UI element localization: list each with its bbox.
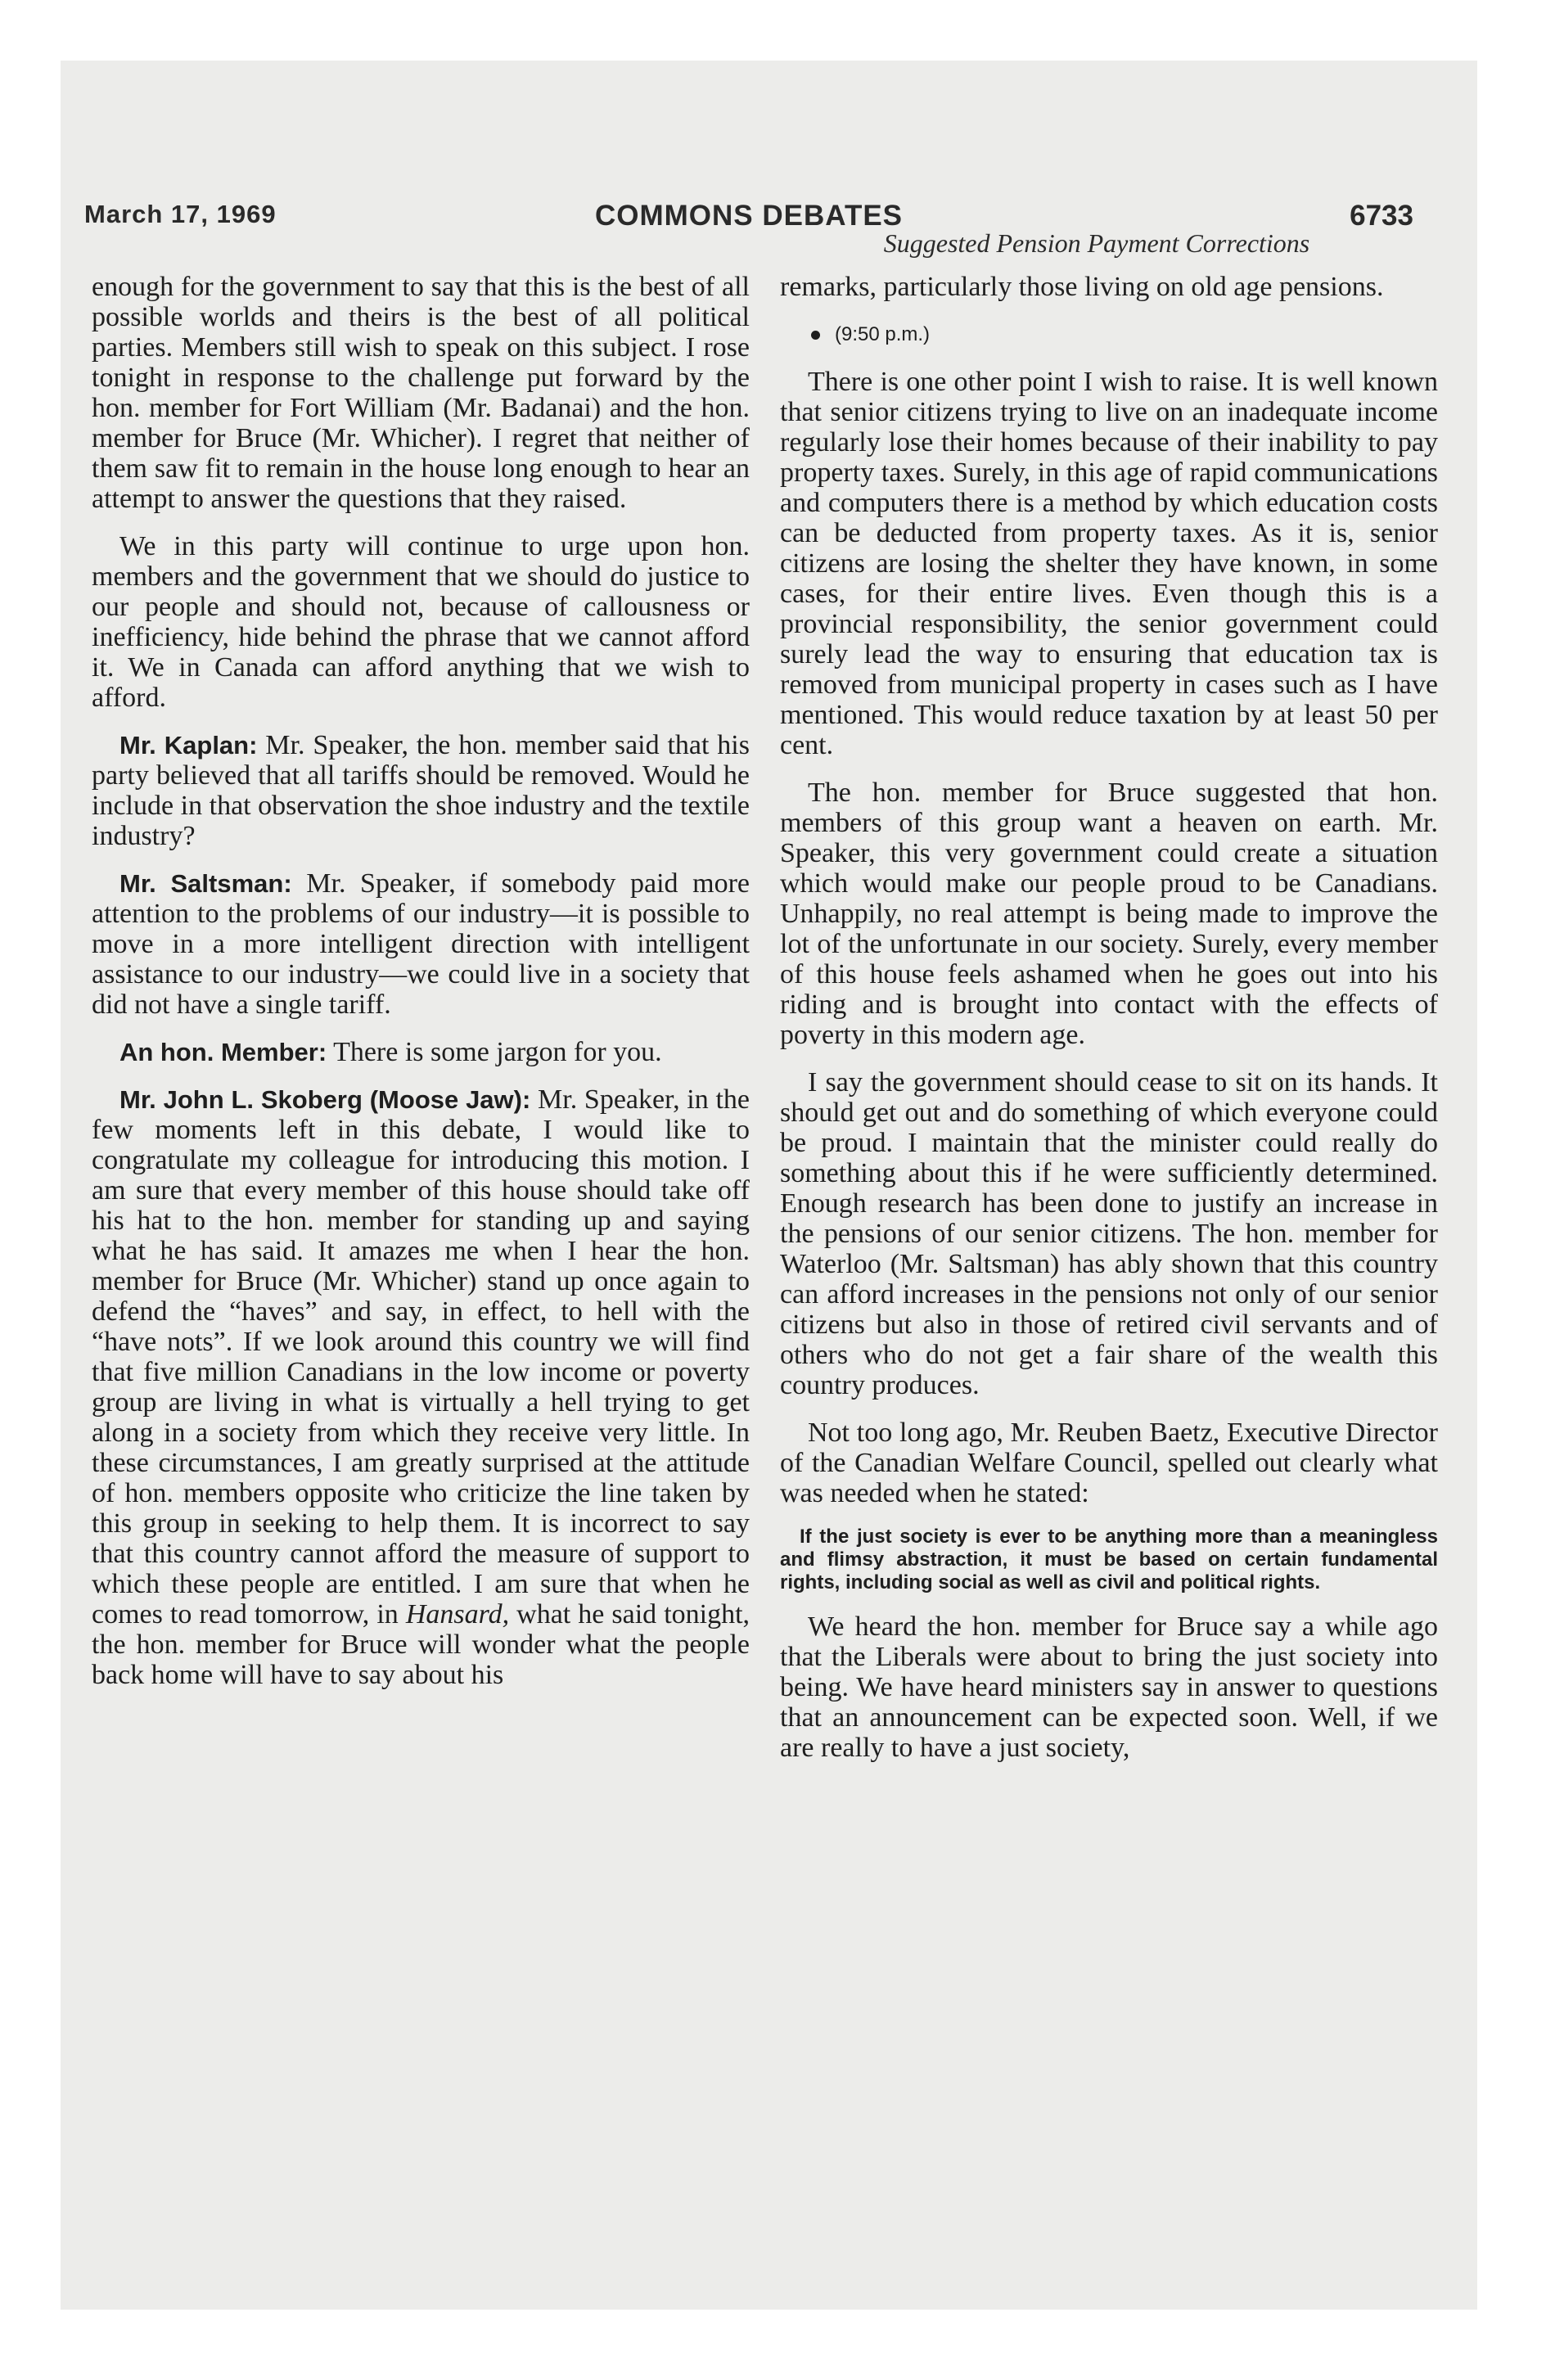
speaker-name: Mr. John L. Skoberg (Moose Jaw): bbox=[119, 1085, 531, 1114]
timestamp bbox=[780, 319, 1438, 349]
block-quote bbox=[780, 1526, 1438, 1594]
publication-name: Hansard, bbox=[405, 1599, 510, 1629]
paragraph: enough for the government to say that this is the best of all possible worlds and theirs is the best of all political parties. Members still wish to speak on this subject. I rose tonight in response to the challenge put forward by the hon. member for Fort William (Mr. Badanai) and the hon. member for Bruce (Mr. Whicher). I regret that neither of them saw fit to remain in the house long enough to hear an attempt to answer the questions that they raised. bbox=[92, 272, 750, 514]
header-publication: COMMONS DEBATES bbox=[594, 200, 904, 232]
paragraph: remarks, particularly those living on old age pensions. bbox=[780, 272, 1384, 302]
speech-text: There is some jargon for you. bbox=[333, 1037, 662, 1067]
speech-text: Mr. Speaker, in the few moments left in this debate, I would like to congratulate my colleague for introducing this motion. I am sure that every member of this house should take off his hat to the hon. member for standing up and saying what he has said. It amazes me when I hear the hon. member for Bruce (Mr. Whicher) stand up once again to defend the “haves” and say, in effect, to hell with the “have nots”. If we look around this country we will find that five million Canadians in the low income or poverty group are living in what is virtually a hell trying to get along in a society from which they receive very little. In these circumstances, I am greatly surprised at the attitude of hon. members opposite who criticize the line taken by this group in seeking to help them. It is incorrect to say that this country cannot afford the measure of support to which these people are entitled. I am sure that when he comes to read tomorrow, in bbox=[92, 1084, 750, 1629]
paragraph bbox=[92, 868, 750, 1020]
left-column bbox=[92, 272, 750, 1707]
speech-text: what he said tonight, the hon. member for Bruce will wonder what the people back home will have to say about his bbox=[92, 1599, 750, 1690]
paragraph: There is one other point I wish to raise. It is well known that senior citizens trying to live on an inadequate income regularly lose their homes because of their inability to pay property taxes. Surely, in this age of rapid communications and computers there is a method by which education costs can be deducted from property taxes. As it is, senior citizens are losing the shelter they have known, in some cases, for their entire lives. Even though this is a provincial responsibility, the senior government could surely lead the way to ensuring that education tax is removed from municipal property in cases such as I have mentioned. This would reduce taxation by at least 50 per cent. bbox=[780, 367, 1438, 760]
paragraph: We heard the hon. member for Bruce say a while ago that the Liberals were about to bring the just society into being. We have heard ministers say in answer to questions that an announcement can be expected soon. Well, if we are really to have a just society, bbox=[780, 1611, 1438, 1763]
timestamp-text: (9:50 p.m.) bbox=[835, 323, 931, 345]
paragraph: We in this party will continue to urge upon hon. members and the government that we should do justice to our people and should not, because of callousness or inefficiency, hide behind the phrase that we cannot afford it. We in Canada can afford anything that we wish to afford. bbox=[92, 531, 750, 713]
paragraph bbox=[92, 730, 750, 851]
right-column bbox=[780, 272, 1438, 1780]
paragraph: I say the government should cease to sit on its hands. It should get out and do something of which everyone could be proud. I maintain that the minister could really do something about this if he were sufficiently determined. Enough research has been done to justify an increase in the pensions of our senior citizens. The hon. member for Waterloo (Mr. Saltsman) has ably shown that this country can afford increases in the pensions not only of our senior citizens but also in those of retired civil servants and of others who do not get a fair share of the wealth this country produces. bbox=[780, 1067, 1438, 1400]
speaker-name: Mr. Kaplan: bbox=[119, 731, 258, 760]
paragraph: Not too long ago, Mr. Reuben Baetz, Executive Director of the Canadian Welfare Council, spelled out clearly what was needed when he stated: bbox=[780, 1418, 1438, 1508]
running-subtitle: Suggested Pension Payment Corrections bbox=[883, 228, 1310, 258]
speech-text: Mr. Speaker, if somebody paid more attention to the problems of our industry—it is possible to move in a more intelligent direction with intelligent assistance to our industry—we could live in a society that did not have a single tariff. bbox=[92, 868, 750, 1020]
paragraph: The hon. member for Bruce suggested that hon. members of this group want a heaven on earth. Mr. Speaker, this very government could create a situation which would make our people proud to be Canadians. Unhappily, no real attempt is being made to improve the lot of the unfortunate in our society. Surely, every member of this house feels ashamed when he goes out into his riding and is brought into contact with the effects of poverty in this modern age. bbox=[780, 778, 1438, 1050]
speech-text: Mr. Speaker, the hon. member said that his party believed that all tariffs should be removed. Would he include in that observation the shoe industry and the textile industry? bbox=[92, 730, 750, 851]
header-date: March 17, 1969 bbox=[84, 200, 277, 228]
speaker-name: Mr. Saltsman: bbox=[119, 869, 292, 898]
quote-text: If the just society is ever to be anything more than a meaningless and flimsy abstraction, it must be based on certain fundamental rights, including social as well as civil and political rights. bbox=[780, 1526, 1438, 1593]
bullet-dot-icon bbox=[811, 331, 820, 340]
header-page-number: 6733 bbox=[1350, 200, 1413, 232]
paragraph bbox=[92, 1084, 750, 1690]
speaker-name: An hon. Member: bbox=[119, 1038, 327, 1066]
paragraph bbox=[92, 1037, 750, 1067]
